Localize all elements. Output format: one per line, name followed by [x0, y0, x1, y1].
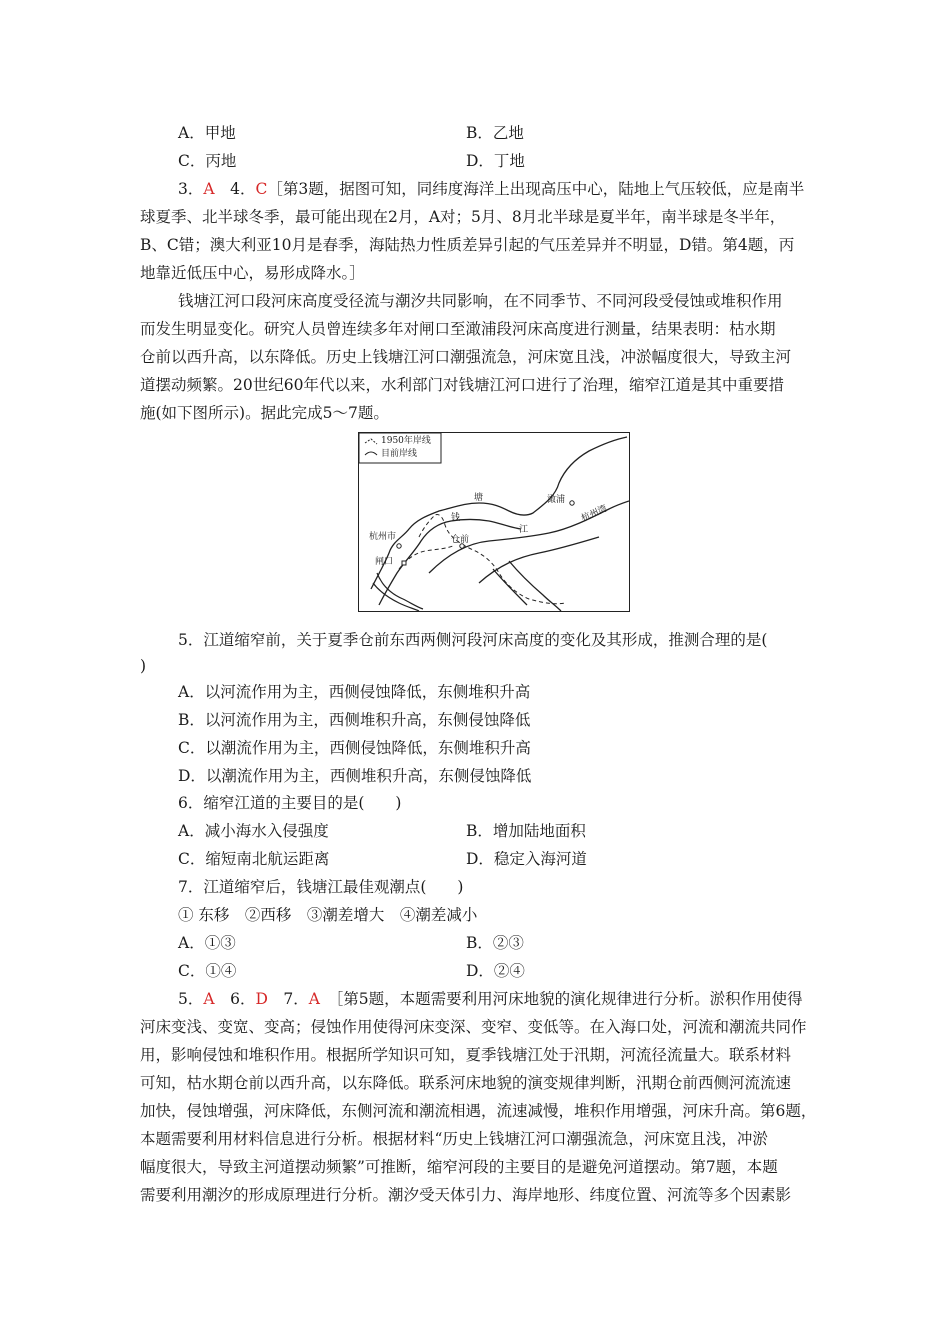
- passage-line-4: 道摆动频繁。20世纪60年代以来，水利部门对钱塘江河口进行了治理，缩窄江道是其中重要措: [140, 376, 784, 394]
- qiantang-estuary-map: [358, 432, 630, 612]
- answer-4-number: 4．: [214, 180, 256, 198]
- passage-line-2: 而发生明显变化。研究人员曾连续多年对闸口至澉浦段河床高度进行测量，结果表明：枯水期: [140, 320, 776, 338]
- legend-current-label: 目前岸线: [381, 449, 418, 459]
- answer-4-choice: C: [255, 180, 268, 198]
- legend-1950-label: 1950年岸线: [381, 436, 431, 446]
- q34-option-b: B．乙地: [466, 124, 524, 142]
- answer-5-7-line-2: 河床变浅、变宽、变高；侵蚀作用使得河床变深、变窄、变低等。在入海口处，河流和潮流共同作: [140, 1018, 807, 1036]
- answer-5-7-line-1: [178, 989, 803, 1009]
- answer-5-7-text: ［第5题，本题需要利用河床地貌的演化规律进行分析。淤积作用使得: [319, 990, 803, 1008]
- q7-option-d: D．②④: [466, 962, 525, 980]
- answer-3-4-line-4: 地靠近低压中心，易形成降水。］: [140, 264, 365, 282]
- answer-5-7-line-6: 本题需要利用材料信息进行分析。根据材料“历史上钱塘江河口潮强流急，河床宽且浅，冲淤: [140, 1130, 768, 1148]
- south-channel-east: [509, 561, 561, 611]
- ganpu-point: [570, 501, 574, 505]
- answer-5-7-line-7: 幅度很大，导致主河道摆动频繁”可推断，缩窄河段的主要目的是避免河道摆动。第7题，本题: [140, 1158, 778, 1176]
- label-qian: 钱: [451, 513, 461, 523]
- answer-5-number: 5．: [178, 990, 204, 1008]
- q5-stem-end: ): [140, 657, 147, 675]
- q5-stem: 5．江道缩窄前，关于夏季仓前东西两侧河段河床高度的变化及其形成，推测合理的是(: [178, 631, 768, 649]
- q34-option-a: A．甲地: [178, 124, 236, 142]
- answer-5-7-line-3: 用，影响侵蚀和堆积作用。根据所学知识可知，夏季钱塘江处于汛期，河流径流量大。联系材料: [140, 1046, 792, 1064]
- q6-stem: 6．缩窄江道的主要目的是( ): [178, 794, 402, 812]
- q5-option-b: B．以河流作用为主，西侧堆积升高，东侧侵蚀降低: [178, 711, 531, 729]
- answer-3-4-line-1: [178, 179, 804, 199]
- q7-option-c: C．①④: [178, 962, 237, 980]
- hangzhou-point: [397, 544, 401, 548]
- q5-option-d: D．以潮流作用为主，西侧堆积升高，东侧侵蚀降低: [178, 767, 532, 785]
- answer-5-7-line-5: 加快，侵蚀增强，河床降低，东侧河流和潮流相遇，流速减慢，堆积作用增强，河床升高。第6题，: [140, 1102, 817, 1120]
- zhakou-point: [402, 561, 406, 565]
- q34-option-d: D．丁地: [466, 152, 525, 170]
- label-hangzhoushi: 杭州市: [369, 532, 397, 542]
- answer-5-choice: A: [203, 990, 215, 1008]
- label-ganpu: 澉浦: [547, 495, 566, 505]
- passage-line-5: 施(如下图所示)。据此完成5～7题。: [140, 404, 389, 422]
- coastline-1950: [419, 514, 565, 603]
- label-hangzhouwan: 杭州湾: [580, 503, 609, 525]
- q6-option-c: C．缩短南北航运距离: [178, 850, 330, 868]
- label-tang: 塘: [474, 493, 484, 503]
- q7-items: ① 东移 ②西移 ③潮差增大 ④潮差减小: [178, 906, 478, 924]
- passage-line-1: 钱塘江河口段河床高度受径流与潮汐共同影响，在不同季节、不同河段受侵蚀或堆积作用: [178, 292, 783, 310]
- q5-option-c: C．以潮流作用为主，西侧侵蚀降低，东侧堆积升高: [178, 739, 531, 757]
- tributary-1: [373, 583, 419, 611]
- label-jiang: 江: [519, 525, 529, 535]
- answer-5-7-line-8: 需要利用潮汐的形成原理进行分析。潮汐受天体引力、海岸地形、纬度位置、河流等多个因素影: [140, 1186, 792, 1204]
- q6-option-b: B．增加陆地面积: [466, 822, 586, 840]
- answer-5-7-line-4: 可知，枯水期仓前以西升高，以东降低。联系河床地貌的演变规律判断，汛期仓前西侧河流流速: [140, 1074, 792, 1092]
- label-cangqian: 仓前: [451, 535, 470, 545]
- answer-3-number: 3．: [178, 180, 204, 198]
- q34-option-c: C．丙地: [178, 152, 237, 170]
- coastline-1950-west: [399, 545, 455, 569]
- river-south-bank: [379, 520, 521, 606]
- answer-6-choice: D: [255, 990, 268, 1008]
- q7-option-b: B．②③: [466, 934, 524, 952]
- answer-7-number: 7．: [267, 990, 309, 1008]
- answer-3-choice: A: [203, 180, 215, 198]
- passage-line-3: 仓前以西升高，以东降低。历史上钱塘江河口潮强流急，河床宽且浅，冲淤幅度很大，导致主河: [140, 348, 792, 366]
- q7-stem: 7．江道缩窄后，钱塘江最佳观潮点( ): [178, 878, 464, 896]
- answer-7-choice: A: [308, 990, 320, 1008]
- answer-3-4-text: ［第3题，据图可知，同纬度海洋上出现高压中心，陆地上气压较低，应是南半: [267, 180, 805, 198]
- answer-3-4-line-3: B、C错；澳大利亚10月是春季，海陆热力性质差异引起的气压差异并不明显，D错。第4题，丙: [140, 236, 795, 254]
- q6-option-d: D．稳定入海河道: [466, 850, 587, 868]
- q7-option-a: A．①③: [178, 934, 236, 952]
- answer-3-4-line-2: 球夏季、北半球冬季，最可能出现在2月，A对；5月、8月北半球是夏半年，南半球是冬半年，: [140, 208, 786, 226]
- south-coast-inner: [479, 537, 599, 583]
- label-zhakou: 闸口: [375, 557, 394, 567]
- q6-option-a: A．减小海水入侵强度: [178, 822, 329, 840]
- q5-option-a: A．以河流作用为主，西侧侵蚀降低，东侧堆积升高: [178, 683, 531, 701]
- answer-6-number: 6．: [214, 990, 256, 1008]
